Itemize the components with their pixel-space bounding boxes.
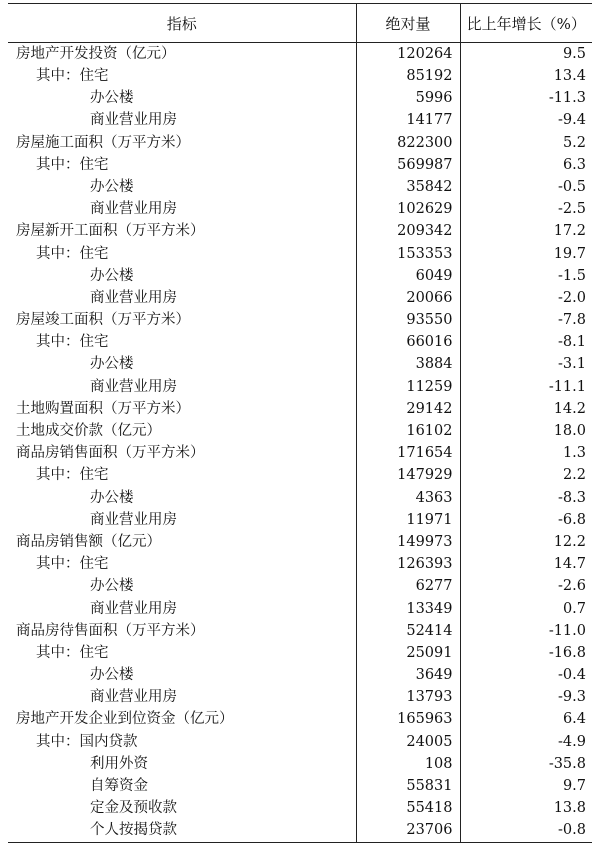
table-row: [8, 420, 592, 442]
table-row: [8, 243, 592, 265]
statistics-table-container: [8, 3, 592, 843]
row-growth-value: 9.5: [460, 43, 592, 66]
row-label: 其中：国内贷款: [36, 733, 138, 750]
table-row: [8, 553, 592, 575]
row-absolute-value: 93550: [356, 309, 460, 331]
table-row: [8, 797, 592, 819]
row-growth-value: -8.3: [460, 487, 592, 509]
table-row: [8, 753, 592, 775]
row-label: 商业营业用房: [90, 112, 177, 129]
table-row: [8, 487, 592, 509]
row-label: 其中：住宅: [36, 334, 109, 351]
table-row: [8, 442, 592, 464]
row-growth-value: 0.7: [460, 598, 592, 620]
row-label: 办公楼: [90, 90, 134, 107]
row-absolute-value: 147929: [356, 465, 460, 487]
row-growth-value: -16.8: [460, 642, 592, 664]
row-growth-value: -11.1: [460, 376, 592, 398]
row-label: 商品房销售额（亿元）: [16, 533, 161, 550]
row-growth-value: 13.4: [460, 65, 592, 87]
header-row: [8, 4, 592, 43]
row-absolute-value: 822300: [356, 132, 460, 154]
row-label: 其中：住宅: [36, 68, 109, 85]
row-label: 定金及预收款: [90, 800, 177, 817]
row-growth-value: -7.8: [460, 309, 592, 331]
row-absolute-value: 3649: [356, 664, 460, 686]
table-row: [8, 87, 592, 109]
row-label: 其中：住宅: [36, 156, 109, 173]
table-row: [8, 775, 592, 797]
row-label: 土地购置面积（万平方米）: [16, 400, 190, 417]
header-growth: 比上年增长（%）: [460, 4, 592, 43]
row-absolute-value: 102629: [356, 198, 460, 220]
row-label: 其中：住宅: [36, 245, 109, 262]
row-label: 其中：住宅: [36, 556, 109, 573]
row-absolute-value: 11259: [356, 376, 460, 398]
row-growth-value: -6.8: [460, 509, 592, 531]
table-row: [8, 331, 592, 353]
row-absolute-value: 52414: [356, 620, 460, 642]
row-label: 房地产开发企业到位资金（亿元）: [16, 711, 234, 728]
row-label: 商业营业用房: [90, 378, 177, 395]
table-header: [8, 4, 592, 43]
row-growth-value: -2.0: [460, 287, 592, 309]
table-row: [8, 598, 592, 620]
table-row: [8, 65, 592, 87]
row-growth-value: -0.5: [460, 176, 592, 198]
row-absolute-value: 24005: [356, 731, 460, 753]
table-row: [8, 465, 592, 487]
table-row: [8, 287, 592, 309]
table-row: [8, 709, 592, 731]
row-label: 商业营业用房: [90, 201, 177, 218]
row-absolute-value: 149973: [356, 531, 460, 553]
row-label: 商业营业用房: [90, 689, 177, 706]
table-row: [8, 132, 592, 154]
row-label: 办公楼: [90, 356, 134, 373]
row-label: 商业营业用房: [90, 511, 177, 528]
row-absolute-value: 85192: [356, 65, 460, 87]
row-absolute-value: 108: [356, 753, 460, 775]
row-label: 办公楼: [90, 267, 134, 284]
row-label: 房屋新开工面积（万平方米）: [16, 223, 205, 240]
row-growth-value: 12.2: [460, 531, 592, 553]
row-absolute-value: 13349: [356, 598, 460, 620]
row-growth-value: -9.3: [460, 686, 592, 708]
table-row: [8, 686, 592, 708]
row-absolute-value: 13793: [356, 686, 460, 708]
row-growth-value: 1.3: [460, 442, 592, 464]
row-absolute-value: 16102: [356, 420, 460, 442]
row-growth-value: 19.7: [460, 243, 592, 265]
row-absolute-value: 55418: [356, 797, 460, 819]
row-absolute-value: 35842: [356, 176, 460, 198]
table-row: [8, 154, 592, 176]
table-row: [8, 176, 592, 198]
row-absolute-value: 5996: [356, 87, 460, 109]
row-growth-value: -4.9: [460, 731, 592, 753]
row-label: 商品房待售面积（万平方米）: [16, 622, 205, 639]
row-label: 办公楼: [90, 489, 134, 506]
row-growth-value: -1.5: [460, 265, 592, 287]
row-absolute-value: 3884: [356, 354, 460, 376]
row-label: 房地产开发投资（亿元）: [16, 45, 176, 62]
row-growth-value: -0.4: [460, 664, 592, 686]
row-label: 其中：住宅: [36, 467, 109, 484]
table-row: [8, 731, 592, 753]
row-absolute-value: 569987: [356, 154, 460, 176]
real-estate-statistics-table: [8, 3, 592, 843]
row-absolute-value: 171654: [356, 442, 460, 464]
row-growth-value: -11.3: [460, 87, 592, 109]
row-absolute-value: 6049: [356, 265, 460, 287]
table-row: [8, 221, 592, 243]
table-body: [8, 43, 592, 843]
row-absolute-value: 25091: [356, 642, 460, 664]
row-absolute-value: 4363: [356, 487, 460, 509]
table-row: [8, 509, 592, 531]
row-growth-value: 18.0: [460, 420, 592, 442]
row-absolute-value: 209342: [356, 221, 460, 243]
row-label: 利用外资: [90, 755, 148, 772]
header-absolute: 绝对量: [356, 4, 460, 43]
row-growth-value: -8.1: [460, 331, 592, 353]
row-absolute-value: 66016: [356, 331, 460, 353]
table-row: [8, 265, 592, 287]
row-label: 办公楼: [90, 667, 134, 684]
row-growth-value: -35.8: [460, 753, 592, 775]
row-growth-value: 17.2: [460, 221, 592, 243]
row-growth-value: -11.0: [460, 620, 592, 642]
row-label: 个人按揭贷款: [8, 820, 356, 843]
table-row: [8, 820, 592, 843]
row-absolute-value: 11971: [356, 509, 460, 531]
header-indicator: 指标: [8, 4, 356, 43]
row-growth-value: 13.8: [460, 797, 592, 819]
table-row: [8, 43, 592, 66]
row-absolute-value: 55831: [356, 775, 460, 797]
row-label: 办公楼: [90, 178, 134, 195]
row-growth-value: -0.8: [460, 820, 592, 843]
table-row: [8, 198, 592, 220]
table-row: [8, 642, 592, 664]
row-growth-value: 6.4: [460, 709, 592, 731]
row-growth-value: 5.2: [460, 132, 592, 154]
table-row: [8, 531, 592, 553]
row-absolute-value: 126393: [356, 553, 460, 575]
row-label: 办公楼: [90, 578, 134, 595]
row-absolute-value: 29142: [356, 398, 460, 420]
row-absolute-value: 14177: [356, 110, 460, 132]
row-absolute-value: 165963: [356, 709, 460, 731]
row-growth-value: 9.7: [460, 775, 592, 797]
row-label: 商品房销售面积（万平方米）: [16, 445, 205, 462]
row-growth-value: 2.2: [460, 465, 592, 487]
row-growth-value: -3.1: [460, 354, 592, 376]
table-row: [8, 398, 592, 420]
row-absolute-value: 6277: [356, 576, 460, 598]
row-label: 土地成交价款（亿元）: [16, 423, 161, 440]
row-label: 自筹资金: [90, 778, 148, 795]
row-absolute-value: 120264: [356, 43, 460, 66]
row-growth-value: 6.3: [460, 154, 592, 176]
table-row: [8, 376, 592, 398]
row-absolute-value: 20066: [356, 287, 460, 309]
row-growth-value: 14.7: [460, 553, 592, 575]
row-absolute-value: 153353: [356, 243, 460, 265]
row-growth-value: -2.5: [460, 198, 592, 220]
table-row: [8, 354, 592, 376]
row-label: 房屋竣工面积（万平方米）: [16, 312, 190, 329]
table-row: [8, 620, 592, 642]
table-row: [8, 309, 592, 331]
row-label: 房屋施工面积（万平方米）: [16, 134, 190, 151]
row-label: 商业营业用房: [90, 600, 177, 617]
table-row: [8, 110, 592, 132]
table-row: [8, 576, 592, 598]
row-label: 其中：住宅: [36, 644, 109, 661]
table-row: [8, 664, 592, 686]
row-growth-value: 14.2: [460, 398, 592, 420]
row-growth-value: -2.6: [460, 576, 592, 598]
row-growth-value: -9.4: [460, 110, 592, 132]
row-label: 商业营业用房: [90, 289, 177, 306]
row-absolute-value: 23706: [356, 820, 460, 843]
